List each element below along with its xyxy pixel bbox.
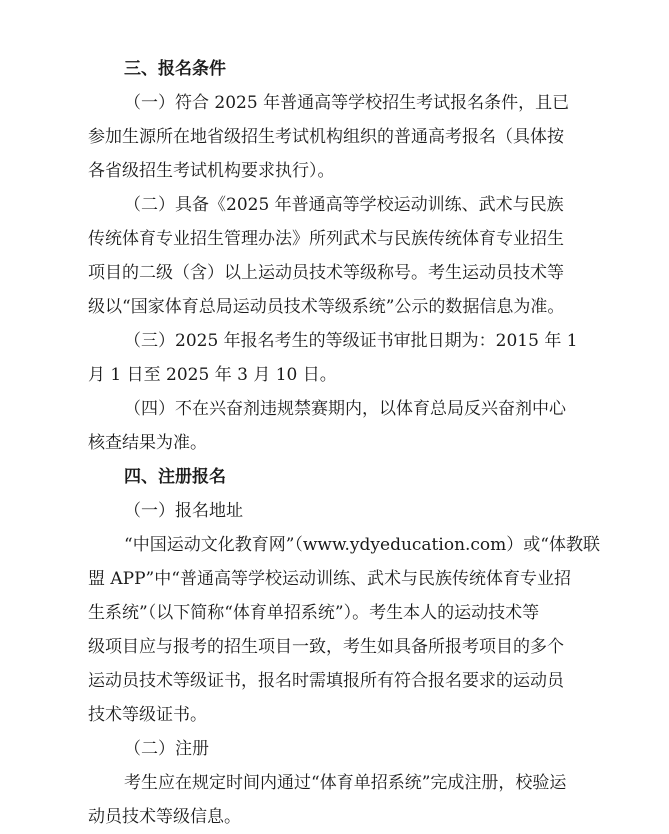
- text-line: 动员技术等级信息。: [88, 807, 241, 827]
- text-line: （三）2025 年报名考生的等级证书审批日期为：2015 年 1: [124, 331, 578, 351]
- condition-paragraph-2: [88, 188, 588, 324]
- text-line: 技术等级证书。: [88, 705, 207, 725]
- text-line: 级以“国家体育总局运动员技术等级系统”公示的数据信息为准。: [88, 297, 565, 317]
- text-line: 盟 APP”中“普通高等学校运动训练、武术与民族传统体育专业招: [88, 569, 571, 589]
- text-line: 运动员技术等级证书，报名时需填报所有符合报名要求的运动员: [88, 671, 564, 691]
- text-line: 级项目应与报考的招生项目一致，考生如具备所报考项目的多个: [88, 637, 564, 657]
- section-heading-registration-conditions: 三、报名条件: [124, 59, 226, 79]
- text-line: 考生应在规定时间内通过“体育单招系统”完成注册，校验运: [124, 773, 567, 793]
- condition-paragraph-1: [88, 86, 588, 188]
- text-line: 传统体育专业招生管理办法》所列武术与民族传统体育专业招生: [88, 229, 564, 249]
- text-line: （四）不在兴奋剂违规禁赛期内，以体育总局反兴奋剂中心: [124, 399, 566, 419]
- condition-paragraph-4: [88, 392, 588, 460]
- text-line: （二）具备《2025 年普通高等学校运动训练、武术与民族: [124, 195, 564, 215]
- text-line: 核查结果为准。: [88, 433, 207, 453]
- text-line: （一）符合 2025 年普通高等学校招生考试报名条件，且已: [124, 93, 570, 113]
- signup-paragraph: [88, 766, 588, 834]
- text-line: 月 1 日至 2025 年 3 月 10 日。: [88, 365, 337, 385]
- document-page: [88, 52, 600, 834]
- text-line: 项目的二级（含）以上运动员技术等级称号。考生运动员技术等: [88, 263, 564, 283]
- text-line: “中国运动文化教育网”（www.ydyeducation.com）或“体教联: [124, 535, 600, 555]
- text-line: 参加生源所在地省级招生考试机构组织的普通高考报名（具体按: [88, 127, 564, 147]
- condition-paragraph-3: [88, 324, 588, 392]
- subsection-heading-registration-address: （一）报名地址: [124, 501, 243, 521]
- text-line: 各省级招生考试机构要求执行）。: [88, 161, 335, 181]
- registration-address-paragraph: [88, 528, 600, 732]
- text-line: 生系统”（以下简称“体育单招系统”）。考生本人的运动技术等: [88, 603, 540, 623]
- subsection-heading-signup: （二）注册: [124, 739, 209, 759]
- section-heading-registration: 四、注册报名: [124, 467, 226, 487]
